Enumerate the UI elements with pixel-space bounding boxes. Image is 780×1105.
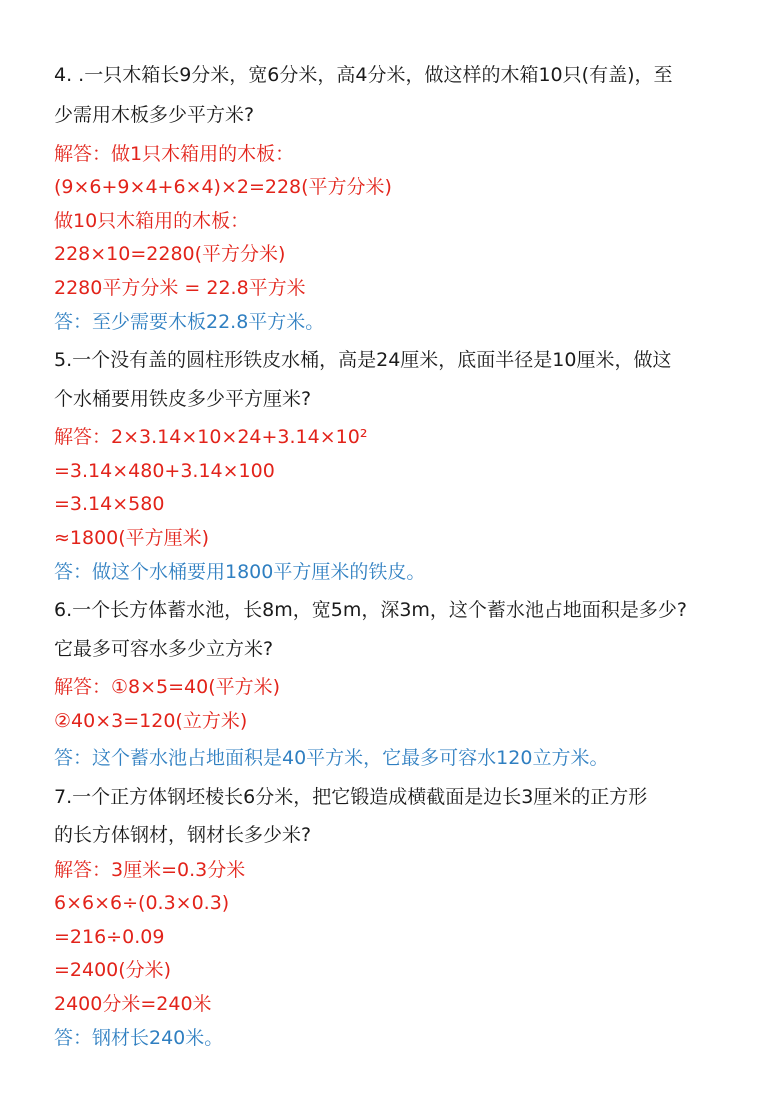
problem-4-solution-line-4: 228×10=2280(平方分米)	[54, 243, 286, 265]
problem-7-question-line-2: 的长方体钢材，钢材长多少米?	[54, 824, 312, 846]
problem-4-question-line-1: 4. .一只木箱长9分米，宽6分米，高4分米，做这样的木箱10只(有盖)，至	[54, 64, 673, 86]
problem-5-solution-line-2: =3.14×480+3.14×100	[54, 460, 275, 482]
problem-7-solution-line-2: 6×6×6÷(0.3×0.3)	[54, 892, 230, 914]
problem-5-question-line-1: 5.一个没有盖的圆柱形铁皮水桶，高是24厘米，底面半径是10厘米，做这	[54, 349, 672, 371]
problem-6-solution-line-1: 解答：①8×5=40(平方米)	[54, 676, 281, 698]
problem-4-answer: 答：至少需要木板22.8平方米。	[54, 311, 325, 333]
problem-4-solution-line-1: 解答：做1只木箱用的木板：	[54, 143, 295, 165]
problem-7-answer: 答：钢材长240米。	[54, 1027, 224, 1049]
problem-6-answer: 答：这个蓄水池占地面积是40平方米，它最多可容水120立方米。	[54, 747, 609, 769]
problem-4-solution-line-5: 2280平方分米 = 22.8平方米	[54, 277, 306, 299]
problem-5-solution-line-3: =3.14×580	[54, 493, 165, 515]
problem-7-solution-line-4: =2400(分米)	[54, 959, 172, 981]
problem-5-solution-line-4: ≈1800(平方厘米)	[54, 527, 210, 549]
problem-5-question-line-2: 个水桶要用铁皮多少平方厘米?	[54, 388, 312, 410]
problem-7-solution-line-1: 解答：3厘米=0.3分米	[54, 859, 246, 881]
problem-5-solution-line-1: 解答：2×3.14×10×24+3.14×10²	[54, 426, 368, 448]
problem-7-solution-line-5: 2400分米=240米	[54, 993, 212, 1015]
problem-5-answer: 答：做这个水桶要用1800平方厘米的铁皮。	[54, 561, 426, 583]
problem-4-solution-line-3: 做10只木箱用的木板：	[54, 210, 250, 232]
problem-4-question-line-2: 少需用木板多少平方米?	[54, 104, 255, 126]
problem-6-solution-line-2: ②40×3=120(立方米)	[54, 710, 248, 732]
problem-6-question-line-1: 6.一个长方体蓄水池，长8m，宽5m，深3m，这个蓄水池占地面积是多少?	[54, 599, 688, 621]
problem-7-question-line-1: 7.一个正方体钢坯棱长6分米，把它锻造成横截面是边长3厘米的正方形	[54, 786, 648, 808]
problem-7-solution-line-3: =216÷0.09	[54, 926, 165, 948]
problem-6-question-line-2: 它最多可容水多少立方米?	[54, 638, 274, 660]
problem-4-solution-line-2: (9×6+9×4+6×4)×2=228(平方分米)	[54, 176, 392, 198]
